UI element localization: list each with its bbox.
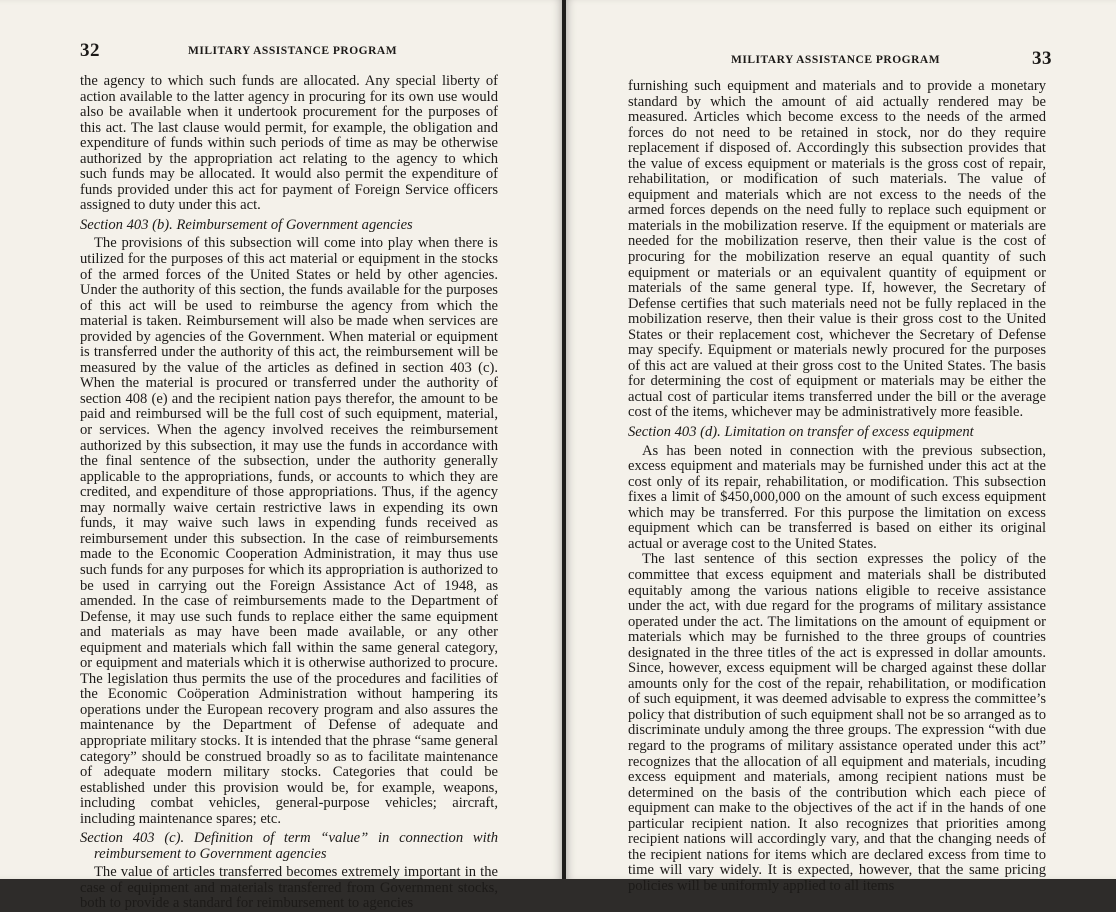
right-page bbox=[566, 0, 1116, 894]
paragraph: As has been noted in connection with the previous subsection, excess equipment and materials may be furnished under this act at the cost only of its repair, rehabilitation, or modification. This subsection fixes a limit of $450,000,000 on the amount of such excess equipment which may be transferred. For this purpose the limitation on excess equipment which can be transferred is based on either its original actual or average cost to the United States. bbox=[628, 442, 1046, 552]
paragraph: furnishing such equipment and materials and to provide a monetary standard by which the amount of aid actually rendered may be measured. Articles which become excess to the needs of the armed forces do not need to be retained in stock, nor do they require replacement if disposed of. Accordingly this subsection provides that the value of excess equipment or materials is the gross cost of repair, rehabilitation, or modification of such materials. The value of equipment and materials which are not excess to the needs of the armed forces depends on the need fully to replace such equipment or materials in the mobilization reserve. If the equipment or materials are needed for the mobilization reserve, then their value is the cost of procuring for the mobilization reserve an equal quantity of such equipment or materials or an equivalent quantity of equipment or materials of the same general type. If, however, the Secretary of Defense certifies that such materials need not be fully replaced in the mobilization reserve, then their value is their gross cost to the United States or their replacement cost, whichever the Secretary of Defense may specify. Equipment or materials newly procured for the purposes of this act are valued at their gross cost to the United States. The basis for determining the cost of equipment or materials may be either the actual cost of particular items transferred under the bill or the average cost of the items, whichever may be administratively more feasible. bbox=[628, 78, 1046, 421]
running-header: MILITARY ASSISTANCE PROGRAM bbox=[731, 54, 941, 66]
paragraph: The provisions of this subsection will come into play when there is utilized for the purposes of this act material or equipment in the stocks of the armed forces of the United States or held by other agencies. Under the authority of this section, the funds available for the purposes of this act will be used to reimburse the agency from which the material is taken. Reimbursement will also be made when services are provided by agencies of the Government. When material or equipment is transferred under the authority of this act, the reimbursement will be measured by the value of the articles as defined in section 403 (c). When the material is procured or transferred under the authority of section 408 (e) and the recipient nation pays therefor, the amount to be paid and reimbursed will be the full cost of such equipment, material, or services. When the agency involved receives the reimbursement authorized by this subsection, it may use the funds in accordance with the final sentence of the subsection, under the authority generally applicable to the appropriations, funds, or accounts to which they are credited, and expenditure of those appropriations. Thus, if the agency may normally waive certain restrictive laws in expending its own funds, it may waive such laws in expending funds received as reimbursement under this subsection. In the case of reimbursements made to the Economic Cooperation Administration, it may thus use such funds for any purposes for which its appropriation is authorized to be used in carrying out the Foreign Assistance Act of 1948, as amended. In the case of reimbursements made to the Department of Defense, it may use such funds to replace either the same equipment and materials as may have been made available, or any other equipment and materials which fall within the same general category, or equipment and materials which it is otherwise authorized to procure. The legislation thus permits the use of the procedures and facilities of the Economic Coöperation Administration without hampering its operations under the European recovery program and also assures the maintenance by the Department of Defense of adequate and appropriate military stocks. It is intended that the phrase “same general category” should be construed broadly so as to facilitate maintenance of adequate modern military stocks. Categories that could be established under this provision would be, for example, weapons, including combat vehicles, general-purpose vehicles; aircraft, including maintenance spares; etc. bbox=[80, 235, 498, 827]
paragraph: The value of articles transferred becomes extremely important in the case of equipment and materials transferred from Government stocks, both to provide a standard for reimbursement to agencies bbox=[80, 864, 498, 912]
section-heading: Section 403 (c). Definition of term “value” in connection with reimbursement to Government agencies bbox=[80, 830, 498, 862]
section-heading: Section 403 (b). Reimbursement of Government agencies bbox=[80, 216, 413, 233]
page-number: 32 bbox=[80, 40, 100, 61]
page-body bbox=[80, 74, 498, 912]
paragraph: The last sentence of this section expresses the policy of the committee that excess equipment and materials shall be distributed equitably among the various nations eligible to receive assistance under the act, with due regard for the programs of military assistance operated under the act. The limitations on the amount of equipment or materials which may be furnished to the three groups of countries designated in the three titles of the act is expressed in dollar amounts. Since, however, excess equipment will be charged against these dollar amounts only for the cost of the repair, rehabilitation, or modification of such equipment, it was deemed advisable to express the committee’s policy that distribution of such equipment shall not be so arranged as to discriminate unduly among the three groups. The expression “with due regard to the programs of military assistance operated under this act” recognizes that the allocation of all equipment and materials, incuding excess equipment and materials, among recipient nations must be determined on the basis of the contribution which each piece of equipment can make to the objectives of the act if in the hands of one particular recipient nation. It also recognizes that priorities among recipient nations will accordingly vary, and that the changing needs of the recipient nations for items which are declared excess from time to time will vary widely. It is expected, however, that the same pricing policies will be uniformly applied to all items bbox=[628, 551, 1046, 894]
page-number: 33 bbox=[1032, 48, 1052, 69]
section-heading: Section 403 (d). Limitation on transfer of excess equipment bbox=[628, 424, 974, 441]
running-header: MILITARY ASSISTANCE PROGRAM bbox=[188, 45, 398, 57]
page-body bbox=[628, 79, 1046, 894]
paragraph: the agency to which such funds are allocated. Any special liberty of action available to the latter agency in procuring for its own use would also be available when it undertook procurement for the purposes of this act. The last clause would permit, for example, the obligation and expenditure of funds within such periods of time as may be otherwise authorized by the appropriation act relating to the agency to which such funds may be allocated. It would also permit the expenditure of funds provided under this act for payment of Foreign Service officers assigned to duty under this act. bbox=[80, 73, 498, 214]
